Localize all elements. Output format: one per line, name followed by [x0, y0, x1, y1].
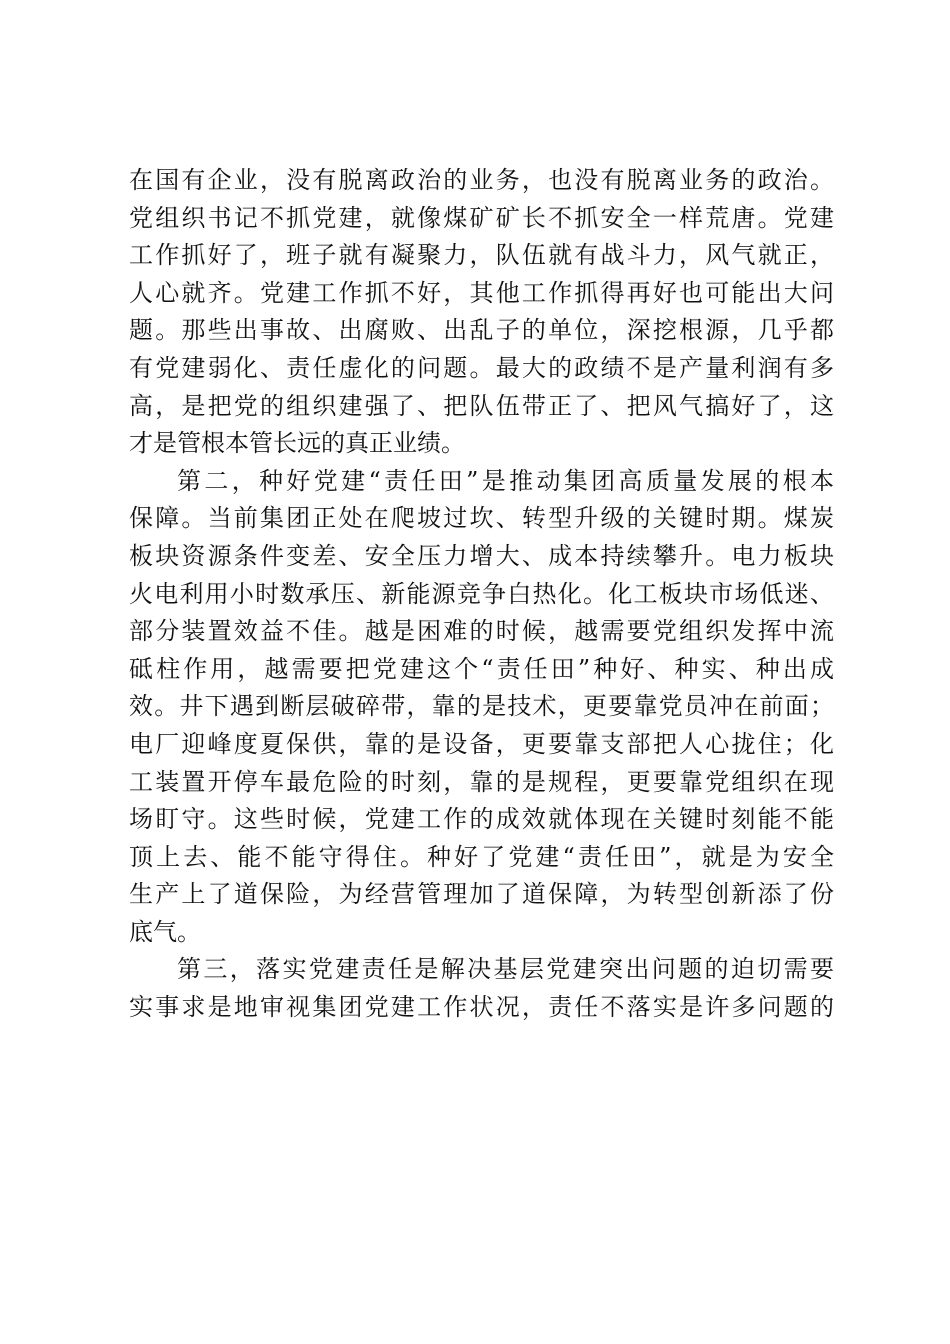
text-line: 保障。当前集团正处在爬坡过坎、转型升级的关键时期。煤炭	[129, 504, 834, 533]
text-line: 工作抓好了，班子就有凝聚力，队伍就有战斗力，风气就正，	[129, 241, 834, 270]
text-line: 题。那些出事故、出腐败、出乱子的单位，深挖根源，几乎都	[129, 316, 834, 345]
text-line: 效。井下遇到断层破碎带，靠的是技术，更要靠党员冲在前面；	[129, 692, 834, 721]
text-line: 人心就齐。党建工作抓不好，其他工作抓得再好也可能出大问	[129, 278, 834, 307]
text-line: 生产上了道保险，为经营管理加了道保障，为转型创新添了份	[129, 880, 834, 909]
paragraph-start-line: 第三，落实党建责任是解决基层党建突出问题的迫切需要	[177, 955, 834, 984]
text-line: 场盯守。这些时候，党建工作的成效就体现在关键时刻能不能	[129, 805, 834, 834]
text-line: 在国有企业，没有脱离政治的业务，也没有脱离业务的政治。	[129, 166, 834, 194]
text-line: 才是管根本管长远的真正业绩。	[129, 429, 465, 458]
text-line: 砥柱作用，越需要把党建这个“责任田”种好、种实、种出成	[129, 654, 834, 683]
text-line: 高，是把党的组织建强了、把队伍带正了、把风气搞好了，这	[129, 391, 834, 420]
text-line: 电厂迎峰度夏保供，靠的是设备，更要靠支部把人心拢住；化	[129, 729, 834, 758]
text-line: 顶上去、能不能守得住。种好了党建“责任田”，就是为安全	[129, 842, 834, 871]
text-line: 底气。	[129, 917, 201, 946]
text-line: 有党建弱化、责任虚化的问题。最大的政绩不是产量利润有多	[129, 353, 834, 382]
text-line: 工装置开停车最危险的时刻，靠的是规程，更要靠党组织在现	[129, 767, 834, 796]
text-line: 实事求是地审视集团党建工作状况，责任不落实是许多问题的	[129, 993, 834, 1022]
text-line: 部分装置效益不佳。越是困难的时候，越需要党组织发挥中流	[129, 617, 834, 646]
text-line: 火电利用小时数承压、新能源竞争白热化。化工板块市场低迷、	[129, 579, 834, 608]
text-line: 党组织书记不抓党建，就像煤矿矿长不抓安全一样荒唐。党建	[129, 203, 834, 232]
text-line: 板块资源条件变差、安全压力增大、成本持续攀升。电力板块	[129, 541, 834, 570]
paragraph-start-line: 第二，种好党建“责任田”是推动集团高质量发展的根本	[177, 466, 834, 495]
body-text	[129, 162, 834, 1027]
